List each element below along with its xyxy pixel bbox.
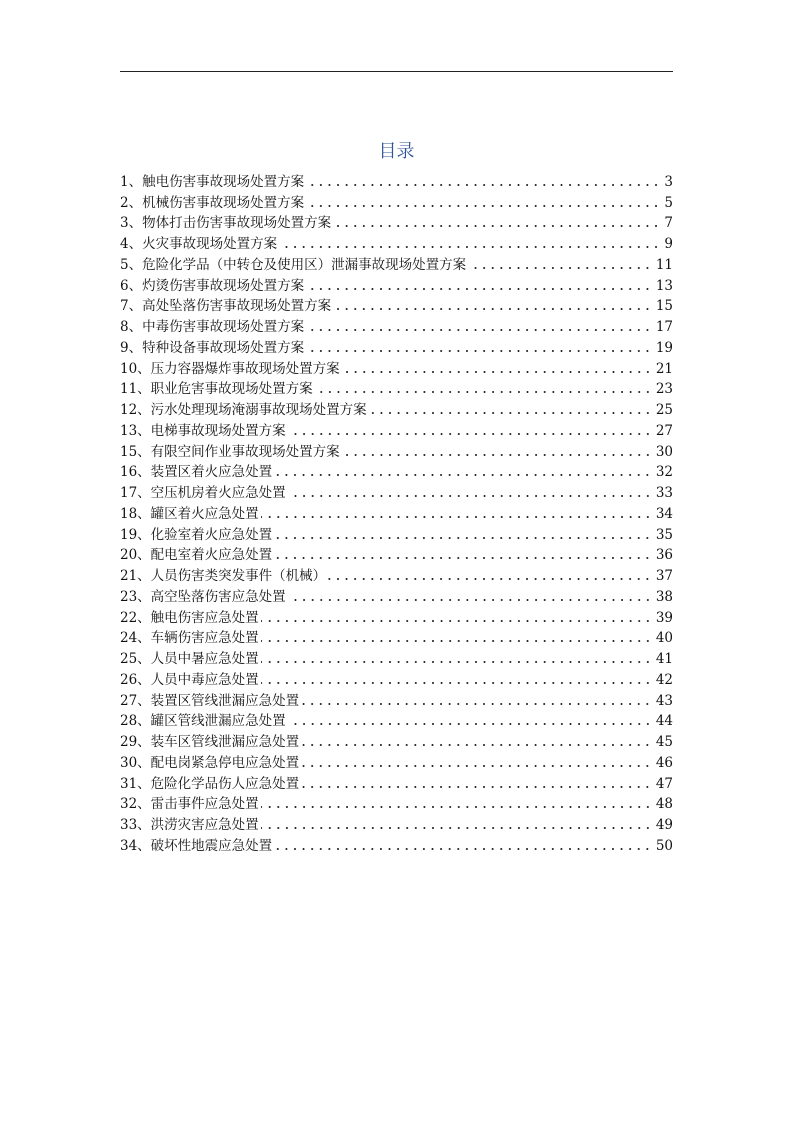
- toc-entry-page: 19: [655, 339, 673, 356]
- toc-entry-page: 42: [655, 671, 673, 688]
- toc-entry[interactable]: [120, 814, 673, 835]
- toc-entry-label: 23、高空坠落伤害应急处置: [120, 588, 286, 605]
- toc-entry[interactable]: [120, 545, 673, 566]
- toc-entry-label: 9、特种设备事故现场处置方案: [120, 339, 305, 356]
- toc-entry[interactable]: [120, 379, 673, 400]
- toc-entry[interactable]: [120, 628, 673, 649]
- dot-leader: [274, 473, 652, 477]
- toc-entry[interactable]: [120, 337, 673, 358]
- toc-entry-page: 38: [655, 588, 673, 605]
- toc-entry-label: 34、破坏性地震应急处置: [120, 837, 273, 854]
- dot-leader: [328, 577, 652, 581]
- toc-entry-label: 19、化验室着火应急处置: [120, 526, 273, 543]
- toc-entry-page: 39: [655, 609, 673, 626]
- toc-entry[interactable]: [120, 171, 673, 192]
- toc-entry-label: 28、罐区管线泄漏应急处置: [120, 713, 286, 730]
- toc-entry-page: 23: [655, 381, 673, 398]
- toc-entry[interactable]: [120, 524, 673, 545]
- toc-entry-label: 4、火灾事故现场处置方案: [120, 236, 278, 252]
- dot-leader: [261, 639, 652, 643]
- toc-entry-page: 17: [655, 319, 673, 335]
- dot-leader: [288, 494, 652, 498]
- dot-leader: [301, 702, 652, 706]
- dot-leader: [306, 204, 660, 208]
- toc-entry[interactable]: [120, 192, 673, 213]
- toc-entry-label: 20、配电室着火应急处置: [120, 547, 273, 564]
- toc-entry[interactable]: [120, 233, 673, 254]
- toc-entry-page: 47: [655, 775, 673, 792]
- toc-entry-label: 5、危险化学品（中转仓及使用区）泄漏事故现场处置方案: [120, 256, 467, 273]
- toc-entry-page: 49: [655, 817, 673, 833]
- toc-entry-label: 3、物体打击伤害事故现场处置方案: [120, 215, 332, 232]
- dot-leader: [274, 536, 652, 540]
- toc-entry[interactable]: [120, 565, 673, 586]
- toc-entry-label: 32、雷击事件应急处置: [120, 796, 259, 813]
- dot-leader: [261, 515, 652, 519]
- toc-entry-label: 12、污水处理现场淹溺事故现场处置方案: [120, 402, 367, 418]
- dot-leader: [261, 826, 652, 830]
- toc-entry-label: 31、危险化学品伤人应急处置: [120, 775, 300, 792]
- dot-leader: [301, 785, 652, 789]
- toc-entry-page: 48: [655, 796, 673, 813]
- dot-leader: [288, 598, 652, 602]
- toc-entry[interactable]: [120, 648, 673, 669]
- toc-entry-page: 33: [655, 485, 673, 501]
- toc-entry[interactable]: [120, 254, 673, 275]
- toc-entry[interactable]: [120, 358, 673, 379]
- toc-entry-label: 10、压力容器爆炸事故现场处置方案: [120, 360, 340, 377]
- toc-entry[interactable]: [120, 420, 673, 441]
- toc-entry-label: 27、装置区管线泄漏应急处置: [120, 692, 300, 709]
- toc-entry-label: 6、灼烫伤害事故现场处置方案: [120, 277, 305, 294]
- dot-leader: [306, 287, 652, 291]
- dot-leader: [274, 847, 652, 851]
- toc-title: 目录: [378, 141, 415, 162]
- dot-leader: [261, 681, 652, 685]
- dot-leader: [315, 390, 652, 394]
- dot-leader: [306, 328, 652, 332]
- toc-entry-label: 7、高处坠落伤害事故现场处置方案: [120, 298, 332, 315]
- toc-entry-page: 32: [655, 464, 673, 481]
- toc-entry-page: 25: [655, 402, 673, 418]
- toc-entry-label: 25、人员中暑应急处置: [120, 651, 259, 667]
- toc-entry[interactable]: [120, 773, 673, 794]
- toc-entry[interactable]: [120, 731, 673, 752]
- dot-leader: [301, 764, 652, 768]
- toc-entry-page: 35: [655, 526, 673, 543]
- dot-leader: [279, 245, 660, 249]
- toc-entry-label: 13、电梯事故现场处置方案: [120, 422, 286, 439]
- toc-entry[interactable]: [120, 462, 673, 483]
- toc-entry-page: 44: [655, 713, 673, 730]
- toc-entry-page: 27: [655, 422, 673, 439]
- toc-entry[interactable]: [120, 669, 673, 690]
- toc-entry[interactable]: [120, 711, 673, 732]
- toc-entry-label: 26、人员中毒应急处置: [120, 671, 259, 688]
- toc-entry[interactable]: [120, 213, 673, 234]
- toc-entry-page: 46: [655, 754, 673, 771]
- dot-leader: [342, 453, 652, 457]
- dot-leader: [333, 307, 652, 311]
- toc-entry-page: 9: [664, 236, 673, 252]
- toc-entry-label: 24、车辆伤害应急处置: [120, 630, 259, 647]
- dot-leader: [288, 722, 652, 726]
- toc-entry-label: 15、有限空间作业事故现场处置方案: [120, 443, 340, 460]
- toc-entry-label: 8、中毒伤害事故现场处置方案: [120, 319, 305, 335]
- toc-entry[interactable]: [120, 503, 673, 524]
- toc-entry[interactable]: [120, 482, 673, 503]
- toc-entry[interactable]: [120, 607, 673, 628]
- header-rule: [120, 71, 673, 72]
- toc-entry-label: 1、触电伤害事故现场处置方案: [120, 173, 305, 190]
- toc-entry[interactable]: [120, 835, 673, 856]
- toc-entry-page: 40: [655, 630, 673, 647]
- toc-entry[interactable]: [120, 586, 673, 607]
- toc-entry-label: 16、装置区着火应急处置: [120, 464, 273, 481]
- toc-entry[interactable]: [120, 399, 673, 420]
- toc-entry-page: 45: [655, 734, 673, 750]
- toc-entry[interactable]: [120, 296, 673, 317]
- toc-entry-label: 29、装车区管线泄漏应急处置: [120, 734, 300, 750]
- toc-entry-label: 17、空压机房着火应急处置: [120, 485, 286, 501]
- toc-entry-page: 11: [655, 256, 673, 273]
- dot-leader: [274, 556, 652, 560]
- dot-leader: [261, 805, 652, 809]
- toc-entry-label: 21、人员伤害类突发事件（机械）: [120, 568, 327, 584]
- toc-entry-page: 15: [655, 298, 673, 315]
- toc-entry-page: 21: [655, 360, 673, 377]
- toc-entry[interactable]: [120, 316, 673, 337]
- toc-entry-label: 33、洪涝灾害应急处置: [120, 817, 259, 833]
- dot-leader: [261, 660, 652, 664]
- dot-leader: [306, 183, 660, 187]
- dot-leader: [342, 370, 652, 374]
- dot-leader: [333, 224, 660, 228]
- toc-entry-page: 43: [655, 692, 673, 709]
- dot-leader: [288, 432, 652, 436]
- dot-leader: [306, 349, 652, 353]
- toc-entry-page: 7: [664, 215, 673, 232]
- toc-entry-page: 36: [655, 547, 673, 564]
- toc-entry-page: 13: [655, 277, 673, 294]
- toc-entry-label: 30、配电岗紧急停电应急处置: [120, 754, 300, 771]
- toc-entry[interactable]: [120, 441, 673, 462]
- toc-entry[interactable]: [120, 690, 673, 711]
- dot-leader: [468, 266, 652, 270]
- toc-entry-label: 2、机械伤害事故现场处置方案: [120, 194, 305, 211]
- dot-leader: [261, 619, 652, 623]
- toc-entry-page: 5: [664, 194, 673, 211]
- toc-entry[interactable]: [120, 794, 673, 815]
- table-of-contents: [120, 171, 673, 856]
- toc-entry-page: 50: [655, 837, 673, 854]
- toc-entry[interactable]: [120, 752, 673, 773]
- toc-entry-page: 41: [655, 651, 673, 667]
- dot-leader: [301, 743, 652, 747]
- dot-leader: [369, 411, 652, 415]
- toc-entry-label: 11、职业危害事故现场处置方案: [120, 381, 313, 398]
- toc-entry-page: 3: [664, 173, 673, 190]
- toc-entry-label: 22、触电伤害应急处置: [120, 609, 259, 626]
- toc-entry-page: 30: [655, 443, 673, 460]
- toc-entry-label: 18、罐区着火应急处置: [120, 505, 259, 522]
- toc-entry[interactable]: [120, 275, 673, 296]
- toc-entry-page: 34: [655, 505, 673, 522]
- toc-entry-page: 37: [655, 568, 673, 584]
